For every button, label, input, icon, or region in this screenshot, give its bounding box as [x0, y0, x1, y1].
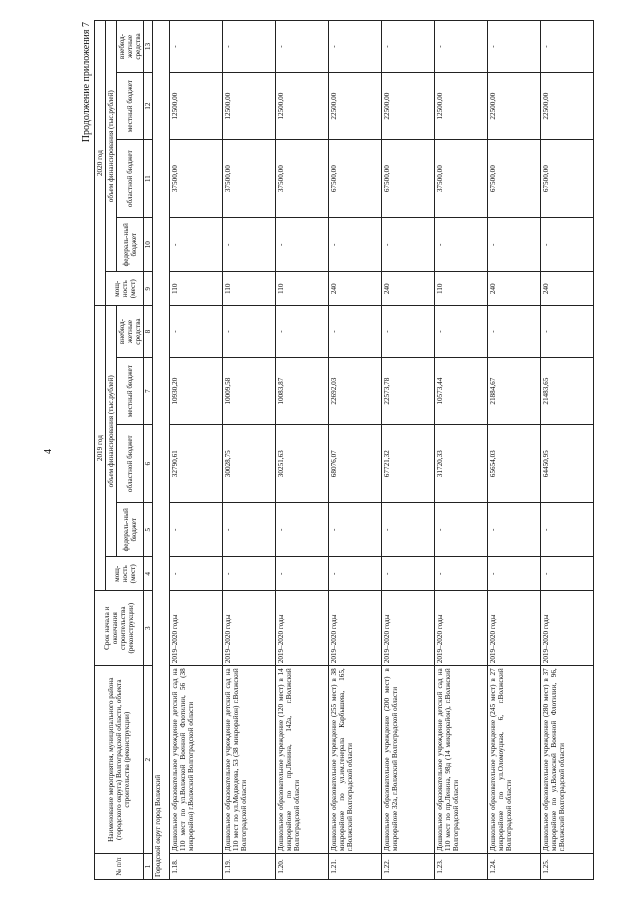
table-row [488, 21, 541, 880]
regional-2020-cell: 67500,00 [541, 140, 594, 218]
object-name-cell: Дошкольное образовательное учреждение (120 мест) в 14 микрорайоне по пр.Ленина, 142а, г.Волжский Волгоградской области [276, 666, 329, 854]
rotated-page-content [80, 20, 570, 880]
regional-2019-cell: 68076,07 [329, 425, 382, 503]
object-name-cell: Дошкольное образовательное учреждение (255 мест) в 38 микрорайоне по ул.им.генерала Карбышева, 165, г.Волжский Волгоградской области [329, 666, 382, 854]
local-2020-cell: 12500,00 [170, 72, 223, 139]
federal-2020-cell: - [276, 218, 329, 272]
regional-2019-cell: 30251,63 [276, 425, 329, 503]
local-2020-cell: 22500,00 [488, 72, 541, 139]
construction-period-cell: 2019–2020 годы [223, 591, 276, 666]
construction-period-cell: 2019–2020 годы [435, 591, 488, 666]
construction-period-cell: 2019–2020 годы [541, 591, 594, 666]
capacity-2020-cell: 240 [329, 272, 382, 306]
capacity-2019-cell: - [276, 557, 329, 591]
table-row [223, 21, 276, 880]
capacity-2020-cell: 110 [223, 272, 276, 306]
extra-2020-cell: - [223, 21, 276, 73]
local-2020-cell: 12500,00 [223, 72, 276, 139]
page-number: 4 [43, 449, 54, 454]
funding-table [94, 20, 594, 880]
capacity-2020-cell: 240 [382, 272, 435, 306]
capacity-2019-cell: - [541, 557, 594, 591]
column-index-cell: 7 [144, 357, 153, 424]
federal-2020-cell: - [382, 218, 435, 272]
header-num: № п/п [95, 854, 144, 880]
object-name-cell: Дошкольное образовательное учреждение детский сад на 110 мест по ул.Медведева, 53 (38 микрорайон) г.Волжский Волгоградской области [223, 666, 276, 854]
construction-period-cell: 2019–2020 годы [488, 591, 541, 666]
object-name-cell: Дошкольное образовательное учреждение (200 мест) в микрорайоне 32а, г.Волжский Волгоградской области [382, 666, 435, 854]
capacity-2019-cell: - [488, 557, 541, 591]
header-capacity-2019: мощ-ность (мест) [106, 557, 144, 591]
column-index-row [144, 21, 153, 880]
column-index-cell: 13 [144, 21, 153, 73]
header-year-2020: 2020 год [95, 21, 106, 306]
object-name-cell: Дошкольное образовательное учреждение детский сад на 110 мест по пр.Ленина, 98д (14 микрорайон), г.Волжский Волгоградской области [435, 666, 488, 854]
column-index-cell: 8 [144, 306, 153, 358]
regional-2019-cell: 65654,03 [488, 425, 541, 503]
column-index-cell: 6 [144, 425, 153, 503]
federal-2020-cell: - [541, 218, 594, 272]
extra-2019-cell: - [541, 306, 594, 358]
federal-2019-cell: - [223, 503, 276, 557]
continuation-caption: Продолжение приложения 7 [81, 22, 92, 143]
regional-2019-cell: 32790,61 [170, 425, 223, 503]
row-number-cell: 1.19. [223, 854, 276, 880]
local-2019-cell: 10573,44 [435, 357, 488, 424]
column-index-cell: 11 [144, 140, 153, 218]
federal-2019-cell: - [276, 503, 329, 557]
column-index-cell: 9 [144, 272, 153, 306]
local-2019-cell: 21483,65 [541, 357, 594, 424]
construction-period-cell: 2019–2020 годы [276, 591, 329, 666]
federal-2020-cell: - [435, 218, 488, 272]
extra-2020-cell: - [541, 21, 594, 73]
extra-2019-cell: - [435, 306, 488, 358]
table-row [382, 21, 435, 880]
row-number-cell: 1.24. [488, 854, 541, 880]
local-2020-cell: 12500,00 [435, 72, 488, 139]
local-2020-cell: 22500,00 [541, 72, 594, 139]
extra-2019-cell: - [488, 306, 541, 358]
extra-2019-cell: - [276, 306, 329, 358]
capacity-2020-cell: 110 [170, 272, 223, 306]
construction-period-cell: 2019–2020 годы [382, 591, 435, 666]
regional-2019-cell: 31720,33 [435, 425, 488, 503]
extra-2020-cell: - [382, 21, 435, 73]
region-row [153, 21, 170, 880]
extra-2019-cell: - [382, 306, 435, 358]
column-index-cell: 2 [144, 666, 153, 854]
federal-2019-cell: - [435, 503, 488, 557]
local-2019-cell: 21884,67 [488, 357, 541, 424]
header-year-2019: 2019 год [95, 306, 106, 591]
header-federal-2020: федераль-ный бюджет [117, 218, 144, 272]
header-name: Наименование мероприятия, муниципального района (городского округа) Волгоградской области, объекта строительства (реконструкции) [95, 666, 144, 854]
table-row [170, 21, 223, 880]
column-index-cell: 10 [144, 218, 153, 272]
column-index-cell: 4 [144, 557, 153, 591]
extra-2020-cell: - [170, 21, 223, 73]
header-local-2020: местный бюджет [117, 72, 144, 139]
object-name-cell: Дошкольное образовательное учреждение детский сад на 110 мест по ул.Волжской Военной Флотилии, 56 (38 микрорайон) г.Волжский Волгоградской области [170, 666, 223, 854]
regional-2020-cell: 37500,00 [223, 140, 276, 218]
extra-2020-cell: - [329, 21, 382, 73]
regional-2020-cell: 37500,00 [435, 140, 488, 218]
capacity-2020-cell: 110 [435, 272, 488, 306]
object-name-cell: Дошкольное образовательное учреждение (245 мест) в 27 микрорайоне по ул.Оломоуцкая, 6, г.Волжский Волгоградской области [488, 666, 541, 854]
regional-2020-cell: 67500,00 [382, 140, 435, 218]
extra-2020-cell: - [276, 21, 329, 73]
federal-2020-cell: - [329, 218, 382, 272]
regional-2019-cell: 30028,75 [223, 425, 276, 503]
local-2019-cell: 22692,03 [329, 357, 382, 424]
regional-2020-cell: 67500,00 [329, 140, 382, 218]
construction-period-cell: 2019–2020 годы [170, 591, 223, 666]
construction-period-cell: 2019–2020 годы [329, 591, 382, 666]
table-row [435, 21, 488, 880]
column-index-cell: 12 [144, 72, 153, 139]
header-row-1 [95, 21, 106, 880]
federal-2019-cell: - [170, 503, 223, 557]
capacity-2019-cell: - [223, 557, 276, 591]
row-number-cell: 1.20. [276, 854, 329, 880]
local-2019-cell: 22573,78 [382, 357, 435, 424]
capacity-2020-cell: 240 [488, 272, 541, 306]
object-name-cell: Дошкольное образовательное учреждение (280 мест) в 37 микрорайоне по ул.Волжской Военной Флотилии, 96, г.Волжский Волгоградской области [541, 666, 594, 854]
header-extra-2019: внебюд-жетные средства [117, 306, 144, 358]
local-2019-cell: 10083,87 [276, 357, 329, 424]
extra-2019-cell: - [329, 306, 382, 358]
federal-2019-cell: - [382, 503, 435, 557]
header-regional-2019: областной бюджет [117, 425, 144, 503]
regional-2020-cell: 67500,00 [488, 140, 541, 218]
row-number-cell: 1.18. [170, 854, 223, 880]
extra-2020-cell: - [488, 21, 541, 73]
federal-2020-cell: - [170, 218, 223, 272]
federal-2020-cell: - [488, 218, 541, 272]
row-number-cell: 1.23. [435, 854, 488, 880]
regional-2020-cell: 37500,00 [276, 140, 329, 218]
header-period: Срок начала и окончания строительства (реконструкции) [95, 591, 144, 666]
federal-2020-cell: - [223, 218, 276, 272]
capacity-2020-cell: 240 [541, 272, 594, 306]
federal-2019-cell: - [329, 503, 382, 557]
federal-2019-cell: - [488, 503, 541, 557]
extra-2020-cell: - [435, 21, 488, 73]
regional-2020-cell: 37500,00 [170, 140, 223, 218]
capacity-2019-cell: - [170, 557, 223, 591]
header-extra-2020: внебюд-жетные средства [117, 21, 144, 73]
header-funding-2020: объем финансирования (тыс.рублей) [106, 21, 117, 272]
local-2020-cell: 22500,00 [329, 72, 382, 139]
regional-2019-cell: 64450,95 [541, 425, 594, 503]
capacity-2020-cell: 110 [276, 272, 329, 306]
region-label: Городской округ город Волжский [153, 21, 170, 880]
table-row [276, 21, 329, 880]
table-row [329, 21, 382, 880]
local-2020-cell: 12500,00 [276, 72, 329, 139]
federal-2019-cell: - [541, 503, 594, 557]
capacity-2019-cell: - [329, 557, 382, 591]
extra-2019-cell: - [223, 306, 276, 358]
header-capacity-2020: мощ-ность (мест) [106, 272, 144, 306]
local-2020-cell: 22500,00 [382, 72, 435, 139]
row-number-cell: 1.22. [382, 854, 435, 880]
header-funding-2019: объем финансирования (тыс.рублей) [106, 306, 117, 557]
capacity-2019-cell: - [435, 557, 488, 591]
row-number-cell: 1.21. [329, 854, 382, 880]
row-number-cell: 1.25. [541, 854, 594, 880]
column-index-cell: 5 [144, 503, 153, 557]
extra-2019-cell: - [170, 306, 223, 358]
column-index-cell: 1 [144, 854, 153, 880]
regional-2019-cell: 67721,32 [382, 425, 435, 503]
header-local-2019: местный бюджет [117, 357, 144, 424]
local-2019-cell: 10009,58 [223, 357, 276, 424]
local-2019-cell: 10930,20 [170, 357, 223, 424]
header-regional-2020: областной бюджет [117, 140, 144, 218]
table-row [541, 21, 594, 880]
capacity-2019-cell: - [382, 557, 435, 591]
header-federal-2019: федераль-ный бюджет [117, 503, 144, 557]
column-index-cell: 3 [144, 591, 153, 666]
